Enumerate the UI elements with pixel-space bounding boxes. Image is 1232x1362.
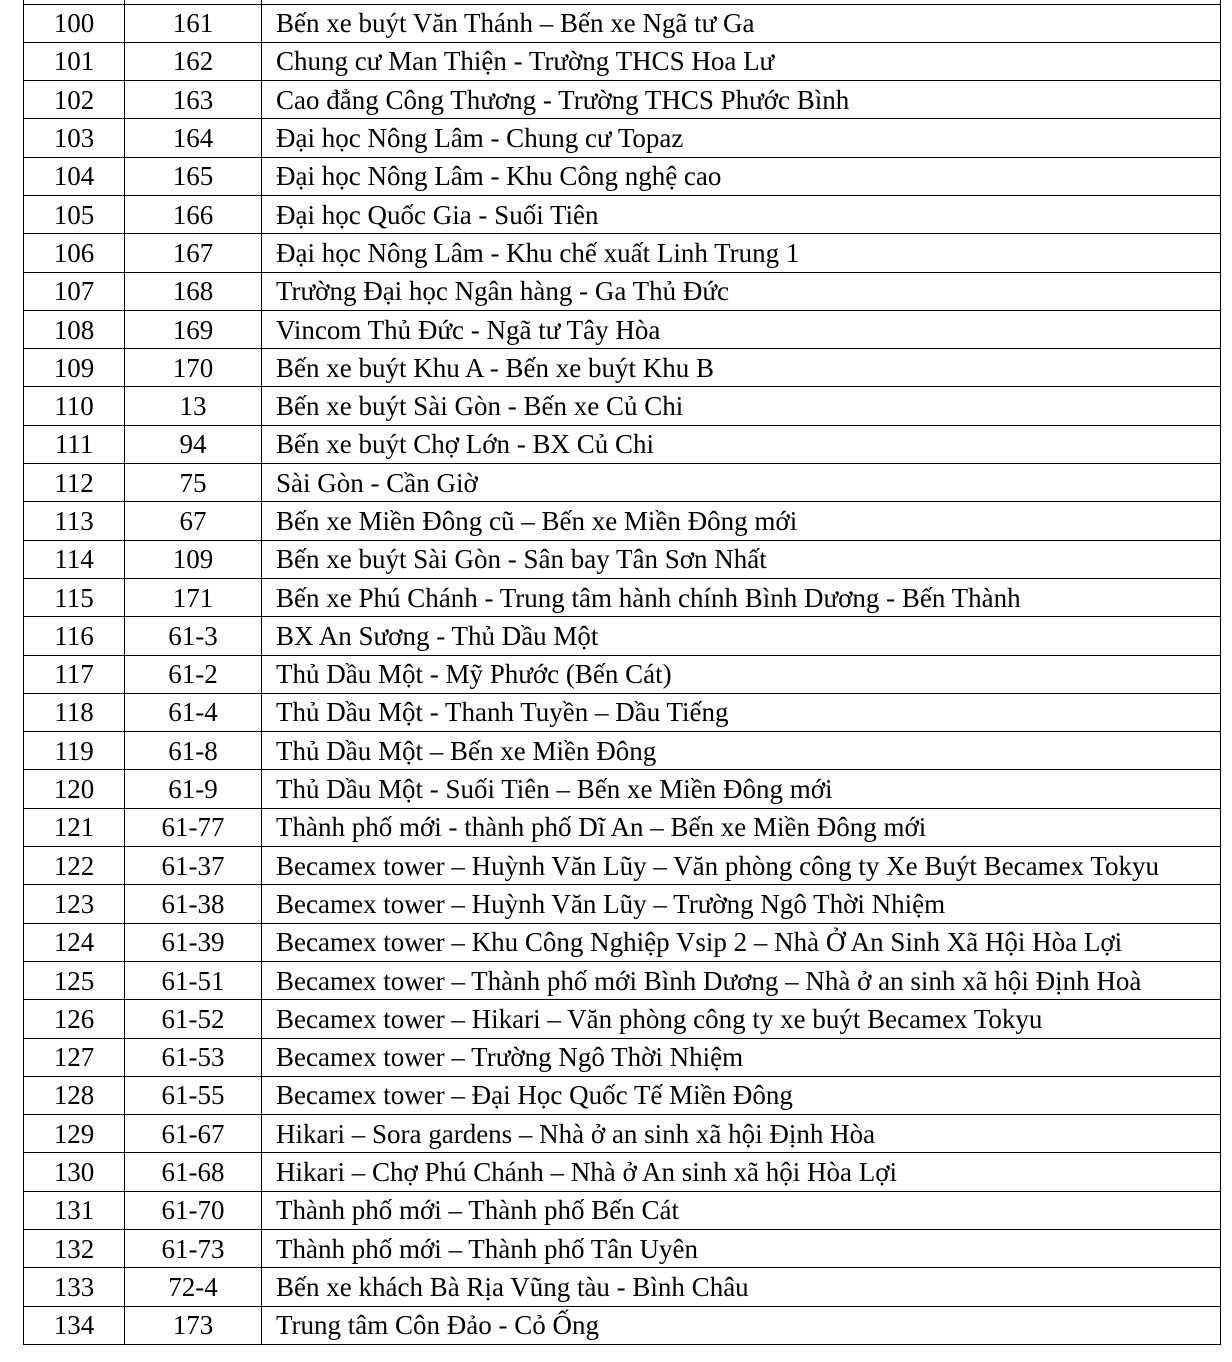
route-code-cell: 61-73 xyxy=(125,1230,262,1268)
route-name-cell: Bến xe buýt Sài Gòn - Bến xe Củ Chi xyxy=(262,387,1221,425)
table-row xyxy=(24,1306,1221,1344)
route-name-cell: Becamex tower – Huỳnh Văn Lũy – Trường Ngô Thời Nhiệm xyxy=(262,885,1221,923)
route-name-cell: Sài Gòn - Cần Giờ xyxy=(262,464,1221,502)
route-name-cell: Becamex tower – Thành phố mới Bình Dương – Nhà ở an sinh xã hội Định Hoà xyxy=(262,961,1221,999)
route-code-cell: 161 xyxy=(125,4,262,42)
row-number-cell: 101 xyxy=(24,42,125,80)
route-name-cell: Bến xe buýt Khu A - Bến xe buýt Khu B xyxy=(262,349,1221,387)
route-name-cell: Thành phố mới – Thành phố Bến Cát xyxy=(262,1191,1221,1229)
row-number-cell: 115 xyxy=(24,578,125,616)
row-number-cell: 126 xyxy=(24,1000,125,1038)
row-number-cell: 118 xyxy=(24,693,125,731)
route-code-cell: 109 xyxy=(125,540,262,578)
route-name-cell: Becamex tower – Khu Công Nghiệp Vsip 2 – Nhà Ở An Sinh Xã Hội Hòa Lợi xyxy=(262,923,1221,961)
route-name-cell: Bến xe buýt Văn Thánh – Bến xe Ngã tư Ga xyxy=(262,4,1221,42)
route-name-cell: Đại học Quốc Gia - Suối Tiên xyxy=(262,195,1221,233)
route-code-cell: 61-70 xyxy=(125,1191,262,1229)
route-code-cell: 61-9 xyxy=(125,770,262,808)
row-number-cell: 114 xyxy=(24,540,125,578)
route-name-cell: Becamex tower – Huỳnh Văn Lũy – Văn phòng công ty Xe Buýt Becamex Tokyu xyxy=(262,847,1221,885)
row-number-cell: 127 xyxy=(24,1038,125,1076)
table-row xyxy=(24,119,1221,157)
route-name-cell: Becamex tower – Hikari – Văn phòng công ty xe buýt Becamex Tokyu xyxy=(262,1000,1221,1038)
row-number-cell: 122 xyxy=(24,847,125,885)
row-number-cell: 112 xyxy=(24,464,125,502)
route-code-cell: 61-39 xyxy=(125,923,262,961)
route-code-cell: 166 xyxy=(125,195,262,233)
route-code-cell: 61-67 xyxy=(125,1115,262,1153)
route-code-cell: 61-68 xyxy=(125,1153,262,1191)
route-code-cell: 61-4 xyxy=(125,693,262,731)
route-code-cell: 61-3 xyxy=(125,617,262,655)
route-code-cell: 169 xyxy=(125,310,262,348)
table-row xyxy=(24,195,1221,233)
route-code-cell: 94 xyxy=(125,425,262,463)
table-row xyxy=(24,732,1221,770)
row-number-cell: 113 xyxy=(24,502,125,540)
table-row xyxy=(24,1115,1221,1153)
row-number-cell: 103 xyxy=(24,119,125,157)
route-code-cell: 61-52 xyxy=(125,1000,262,1038)
table-row xyxy=(24,464,1221,502)
table-row xyxy=(24,617,1221,655)
row-number-cell: 124 xyxy=(24,923,125,961)
table-row xyxy=(24,81,1221,119)
table-row xyxy=(24,1268,1221,1306)
row-number-cell: 116 xyxy=(24,617,125,655)
table-row xyxy=(24,387,1221,425)
route-name-cell: Thành phố mới – Thành phố Tân Uyên xyxy=(262,1230,1221,1268)
table-row xyxy=(24,770,1221,808)
table-row xyxy=(24,310,1221,348)
bus-route-table xyxy=(23,0,1221,1345)
row-number-cell: 111 xyxy=(24,425,125,463)
row-number-cell: 133 xyxy=(24,1268,125,1306)
route-name-cell: BX An Sương - Thủ Dầu Một xyxy=(262,617,1221,655)
route-name-cell: Cao đẳng Công Thương - Trường THCS Phước Bình xyxy=(262,81,1221,119)
table-row xyxy=(24,349,1221,387)
row-number-cell: 108 xyxy=(24,310,125,348)
table-row xyxy=(24,502,1221,540)
route-name-cell: Trung tâm Côn Đảo - Cỏ Ống xyxy=(262,1306,1221,1344)
row-number-cell: 106 xyxy=(24,234,125,272)
row-number-cell: 100 xyxy=(24,4,125,42)
table-row xyxy=(24,693,1221,731)
route-code-cell: 61-51 xyxy=(125,961,262,999)
row-number-cell: 109 xyxy=(24,349,125,387)
route-name-cell: Hikari – Sora gardens – Nhà ở an sinh xã hội Định Hòa xyxy=(262,1115,1221,1153)
table-row xyxy=(24,847,1221,885)
route-code-cell: 61-55 xyxy=(125,1076,262,1114)
route-code-cell: 61-2 xyxy=(125,655,262,693)
route-name-cell: Hikari – Chợ Phú Chánh – Nhà ở An sinh xã hội Hòa Lợi xyxy=(262,1153,1221,1191)
row-number-cell: 102 xyxy=(24,81,125,119)
route-code-cell: 61-53 xyxy=(125,1038,262,1076)
row-number-cell: 117 xyxy=(24,655,125,693)
row-number-cell: 120 xyxy=(24,770,125,808)
route-name-cell: Thủ Dầu Một – Bến xe Miền Đông xyxy=(262,732,1221,770)
route-code-cell: 72-4 xyxy=(125,1268,262,1306)
table-row xyxy=(24,157,1221,195)
row-number-cell: 107 xyxy=(24,272,125,310)
table-row xyxy=(24,425,1221,463)
route-code-cell: 170 xyxy=(125,349,262,387)
route-name-cell: Đại học Nông Lâm - Khu Công nghệ cao xyxy=(262,157,1221,195)
route-name-cell: Thành phố mới - thành phố Dĩ An – Bến xe Miền Đông mới xyxy=(262,808,1221,846)
table-body xyxy=(24,0,1221,1344)
route-code-cell: 162 xyxy=(125,42,262,80)
table-row xyxy=(24,1000,1221,1038)
row-number-cell: 125 xyxy=(24,961,125,999)
route-name-cell: Chung cư Man Thiện - Trường THCS Hoa Lư xyxy=(262,42,1221,80)
route-name-cell: Bến xe buýt Sài Gòn - Sân bay Tân Sơn Nhất xyxy=(262,540,1221,578)
row-number-cell: 119 xyxy=(24,732,125,770)
table-row xyxy=(24,1230,1221,1268)
row-number-cell: 104 xyxy=(24,157,125,195)
route-name-cell: Thủ Dầu Một - Thanh Tuyền – Dầu Tiếng xyxy=(262,693,1221,731)
row-number-cell: 128 xyxy=(24,1076,125,1114)
table-row xyxy=(24,808,1221,846)
route-name-cell: Bến xe khách Bà Rịa Vũng tàu - Bình Châu xyxy=(262,1268,1221,1306)
table-row xyxy=(24,234,1221,272)
row-number-cell: 121 xyxy=(24,808,125,846)
route-code-cell: 163 xyxy=(125,81,262,119)
route-code-cell: 167 xyxy=(125,234,262,272)
route-name-cell: Trường Đại học Ngân hàng - Ga Thủ Đức xyxy=(262,272,1221,310)
route-code-cell: 164 xyxy=(125,119,262,157)
route-code-cell: 61-38 xyxy=(125,885,262,923)
route-name-cell: Đại học Nông Lâm - Khu chế xuất Linh Trung 1 xyxy=(262,234,1221,272)
table-row xyxy=(24,1153,1221,1191)
table-row xyxy=(24,272,1221,310)
route-code-cell: 171 xyxy=(125,578,262,616)
table-row xyxy=(24,1076,1221,1114)
row-number-cell: 129 xyxy=(24,1115,125,1153)
route-code-cell: 67 xyxy=(125,502,262,540)
route-name-cell: Thủ Dầu Một - Mỹ Phước (Bến Cát) xyxy=(262,655,1221,693)
route-code-cell: 75 xyxy=(125,464,262,502)
route-code-cell: 61-8 xyxy=(125,732,262,770)
table-row xyxy=(24,4,1221,42)
route-name-cell: Đại học Nông Lâm - Chung cư Topaz xyxy=(262,119,1221,157)
row-number-cell: 132 xyxy=(24,1230,125,1268)
table-row xyxy=(24,1191,1221,1229)
route-name-cell: Becamex tower – Đại Học Quốc Tế Miền Đông xyxy=(262,1076,1221,1114)
route-name-cell: Becamex tower – Trường Ngô Thời Nhiệm xyxy=(262,1038,1221,1076)
table-row xyxy=(24,578,1221,616)
table-row xyxy=(24,540,1221,578)
table-row xyxy=(24,655,1221,693)
route-code-cell: 61-77 xyxy=(125,808,262,846)
row-number-cell: 105 xyxy=(24,195,125,233)
route-code-cell: 173 xyxy=(125,1306,262,1344)
route-name-cell: Thủ Dầu Một - Suối Tiên – Bến xe Miền Đông mới xyxy=(262,770,1221,808)
row-number-cell: 131 xyxy=(24,1191,125,1229)
row-number-cell: 130 xyxy=(24,1153,125,1191)
route-code-cell: 13 xyxy=(125,387,262,425)
row-number-cell: 123 xyxy=(24,885,125,923)
route-name-cell: Bến xe Miền Đông cũ – Bến xe Miền Đông mới xyxy=(262,502,1221,540)
row-number-cell: 110 xyxy=(24,387,125,425)
route-code-cell: 165 xyxy=(125,157,262,195)
table-row xyxy=(24,42,1221,80)
route-code-cell: 61-37 xyxy=(125,847,262,885)
row-number-cell: 134 xyxy=(24,1306,125,1344)
route-code-cell: 168 xyxy=(125,272,262,310)
table-row xyxy=(24,1038,1221,1076)
route-name-cell: Bến xe buýt Chợ Lớn - BX Củ Chi xyxy=(262,425,1221,463)
route-name-cell: Vincom Thủ Đức - Ngã tư Tây Hòa xyxy=(262,310,1221,348)
route-name-cell: Bến xe Phú Chánh - Trung tâm hành chính Bình Dương - Bến Thành xyxy=(262,578,1221,616)
table-row xyxy=(24,961,1221,999)
table-row xyxy=(24,923,1221,961)
table-row xyxy=(24,885,1221,923)
